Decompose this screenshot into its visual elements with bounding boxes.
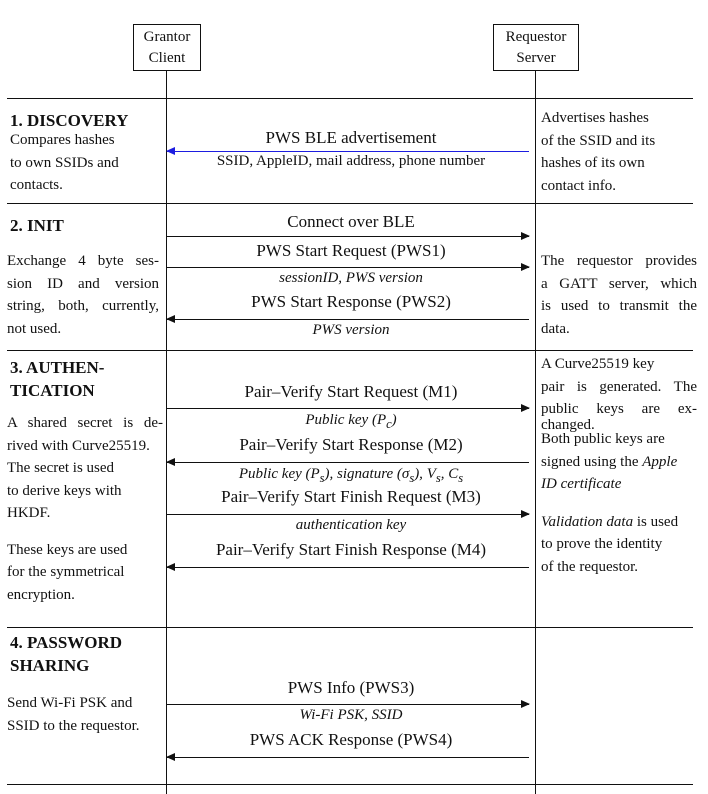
message-arrow-to-grantor — [167, 462, 529, 463]
phase-title: 3. AUTHEN- TICATION — [10, 358, 105, 400]
message-label: PWS Start Request (PWS1) — [256, 241, 446, 260]
message-arrow-to-requestor — [167, 236, 529, 237]
phase-right-note: Advertises hashes of the SSID and its hashes of its own contact info. — [541, 110, 656, 194]
phase-title: 1. DISCOVERY — [10, 111, 129, 130]
phase-separator — [7, 350, 693, 351]
message-label: PWS BLE advertisement — [265, 128, 437, 147]
phase-separator — [7, 203, 693, 204]
message-label: Pair–Verify Start Response (M2) — [239, 435, 463, 454]
message-payload: SSID, AppleID, mail address, phone number — [216, 153, 486, 169]
phase-left-note: A shared secret is de- rived with Curve25519. The secret is used to derive keys with HKDF. These keys are used for the symmetrical encryption. — [7, 415, 163, 603]
message-payload: PWS version — [312, 322, 390, 338]
message-arrow-to-requestor — [167, 267, 529, 268]
message-arrow-to-grantor — [167, 319, 529, 320]
phase-left-note: Send Wi-Fi PSK and SSID to the requestor. — [7, 695, 140, 734]
phase-title: 4. PASSWORD SHARING — [10, 633, 123, 675]
message-arrow-to-requestor — [167, 408, 529, 409]
phase-separator — [7, 784, 693, 785]
message-label: Connect over BLE — [287, 212, 415, 231]
message-arrow-to-grantor — [167, 567, 529, 568]
message-payload: sessionID, PWS version — [279, 270, 423, 286]
message-label: Pair–Verify Start Request (M1) — [244, 382, 458, 401]
message-arrow-to-grantor — [167, 151, 529, 152]
phase-right-note: A Curve25519 key pair is generated. The public keys are ex- changed. Both public keys are signed using the Apple ID certificate Validation data is used to prove the identity of the requestor. — [541, 356, 697, 575]
message-label: Pair–Verify Start Finish Response (M4) — [215, 540, 487, 559]
phase-left-note: Compares hashes to own SSIDs and contacts. — [10, 132, 119, 193]
phase-separator — [7, 98, 693, 99]
phase-separator — [7, 627, 693, 628]
message-arrow-to-requestor — [167, 514, 529, 515]
message-label: Pair–Verify Start Finish Request (M3) — [221, 487, 481, 506]
message-arrow-to-requestor — [167, 704, 529, 705]
requestor-actor-box — [493, 24, 579, 71]
phase-title: 2. INIT — [10, 216, 64, 235]
grantor-actor-box — [133, 24, 201, 71]
requestor-subtitle: Server — [516, 50, 556, 66]
message-label: PWS Info (PWS3) — [287, 678, 415, 697]
requestor-lifeline — [535, 71, 536, 794]
grantor-subtitle: Client — [148, 50, 186, 66]
phase-left-note: Exchange 4 byte ses- sion ID and version string, both, currently, not used. — [7, 253, 159, 337]
message-payload: Public key $(P_s)$, signature $(\sigma_s)$, $V_s$, $C_s$ — [238, 466, 464, 485]
message-label: PWS ACK Response (PWS4) — [249, 730, 453, 749]
requestor-title: Requestor — [505, 29, 567, 45]
message-arrow-to-grantor — [167, 757, 529, 758]
message-payload: authentication key — [295, 517, 407, 533]
message-payload: Public key $(P_c)$ — [305, 412, 397, 431]
message-label: PWS Start Response (PWS2) — [251, 292, 451, 311]
message-payload: Wi-Fi PSK, SSID — [299, 707, 403, 723]
phase-right-note: The requestor provides a GATT server, which is used to transmit the data. — [541, 253, 697, 337]
grantor-title: Grantor — [143, 29, 191, 45]
